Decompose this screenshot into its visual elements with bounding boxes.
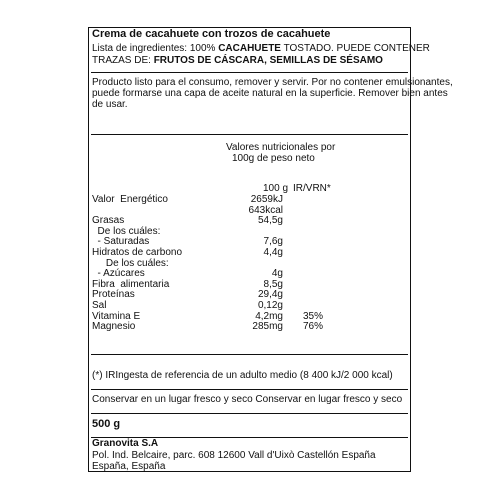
nutrient-label: - Azúcares	[92, 268, 145, 280]
nutrient-label: Magnesio	[92, 321, 136, 333]
usage-line-2: puede formarse una capa de aceite natural en la superficie. Remover bien antes	[92, 88, 448, 99]
nutrient-label: Valor Energético	[92, 194, 168, 205]
nutrient-value: 29,4g	[257, 289, 283, 301]
nutrient-label: Hidratos de carbono	[92, 247, 183, 258]
nutrient-label: Vitamina E	[92, 310, 141, 322]
nutrient-label: Proteínas	[92, 289, 135, 301]
nutrient-label: - Saturadas	[92, 236, 150, 248]
company-section	[91, 437, 408, 471]
usage-line-3: de usar.	[92, 99, 128, 110]
nutrient-value: 8,5g	[263, 278, 283, 290]
footnote-section	[91, 354, 408, 390]
nutrition-header-2: 100g de peso neto	[232, 153, 315, 164]
nutrient-value: 7,6g	[263, 236, 283, 248]
nutrient-value: 285mg	[252, 321, 283, 333]
nutrient-value: 643kcal	[248, 204, 283, 216]
nutrient-value: 4,2mg	[255, 310, 283, 322]
nutrient-label: Grasas	[92, 215, 125, 227]
company-name: Granovita S.A	[92, 438, 159, 449]
nutrient-ir: 76%	[303, 321, 324, 333]
nutrient-ir: 35%	[303, 310, 324, 322]
col-ir-header: IR/VRN*	[293, 183, 331, 194]
nutrient-value: 4g	[271, 268, 283, 280]
nutrient-label: Sal	[92, 300, 107, 311]
net-weight-section	[91, 413, 408, 438]
nutrient-value: 2659kJ	[250, 194, 283, 205]
ingredients-line-1: Lista de ingredientes: 100% CACAHUETE TOSTADO. PUEDE CONTENER	[92, 43, 430, 54]
nutrient-label: De los cuáles:	[92, 257, 169, 269]
nutrient-label: Fibra alimentaria	[92, 278, 170, 290]
nutrition-header-1: Valores nutricionales por	[226, 142, 336, 153]
usage-section	[91, 72, 453, 135]
col-100g-header: 100 g	[263, 183, 289, 194]
nutrient-value: 4,4g	[263, 247, 283, 258]
nutrition-section	[91, 134, 408, 355]
usage-line-1: Producto listo para el consumo, remover y servir. Por no contener emulsionantes,	[92, 77, 453, 88]
storage-section	[91, 389, 408, 414]
ir-footnote: (*) IRIngesta de referencia de un adulto medio (8 400 kJ/2 000 kcal)	[92, 370, 393, 381]
nutrition-label-frame	[88, 27, 453, 472]
nutrient-label: De los cuáles:	[92, 225, 161, 237]
nutrient-value: 0,12g	[257, 300, 283, 311]
storage-text: Conservar en un lugar fresco y seco Conservar en lugar fresco y seco	[92, 394, 403, 405]
nutrient-value: 54,5g	[257, 215, 283, 227]
company-country: España, España	[92, 461, 166, 472]
product-title: Crema de cacahuete con trozos de cacahuete	[92, 28, 331, 40]
company-address: Pol. Ind. Belcaire, parc. 608 12600 Vall d'Uixò Castellón España	[92, 450, 376, 461]
ingredients-section	[91, 28, 430, 73]
ingredients-line-2: TRAZAS DE: FRUTOS DE CÁSCARA, SEMILLAS DE SÉSAMO	[92, 55, 383, 66]
net-weight: 500 g	[92, 418, 121, 430]
